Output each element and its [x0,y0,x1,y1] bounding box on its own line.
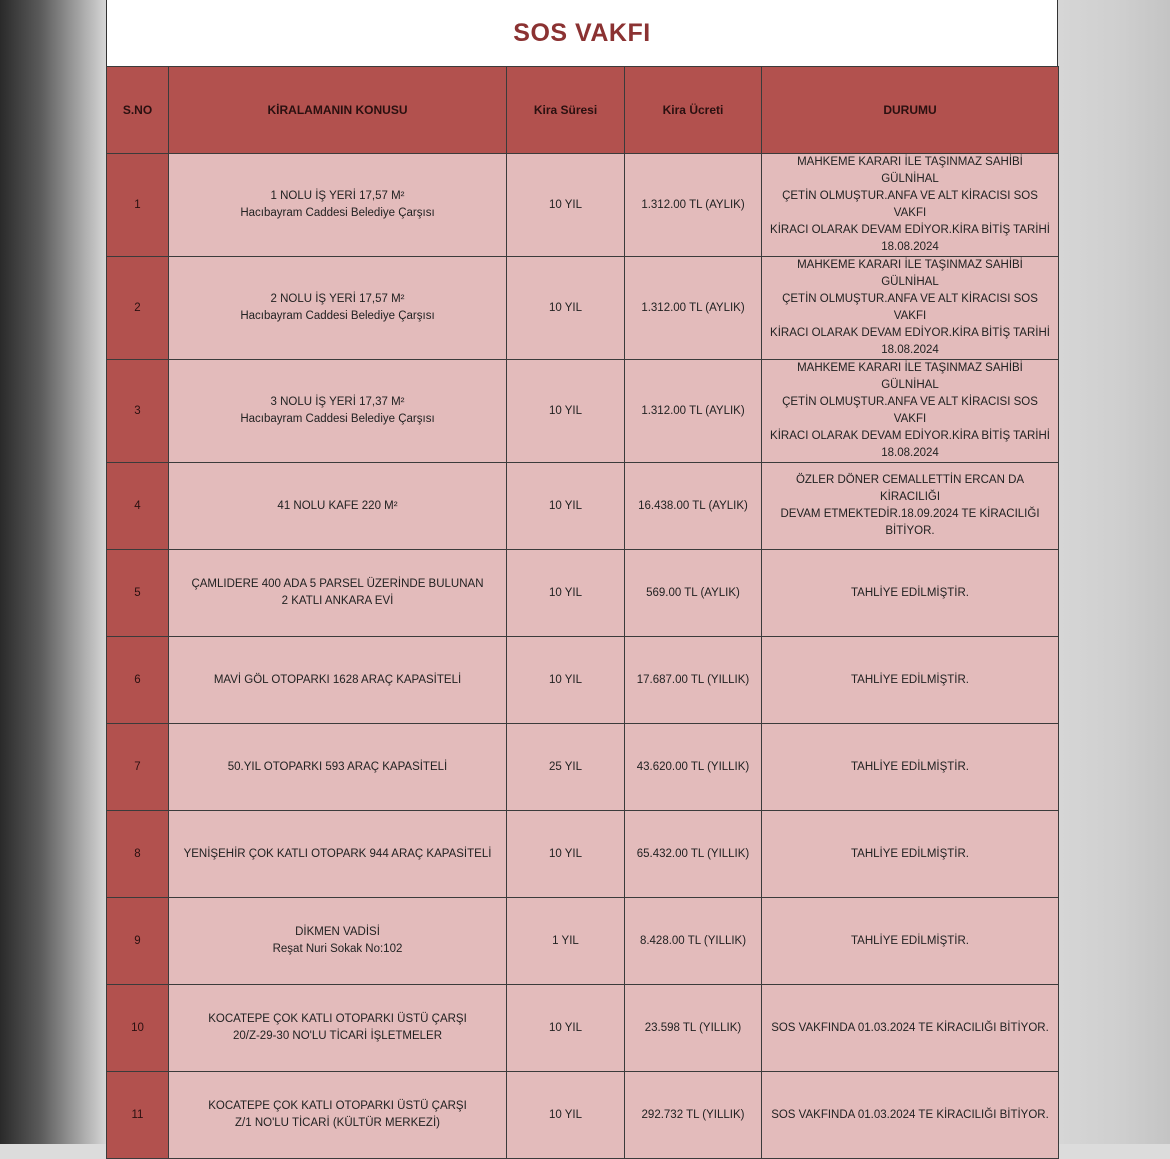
konu-line: Reşat Nuri Sokak No:102 [272,943,403,955]
lease-table [106,66,1059,1159]
cell-konu [169,463,507,550]
table-row [107,154,1059,257]
table-header-row [107,67,1059,154]
cell-konu [169,985,507,1072]
durum-line: MAHKEME KARARI İLE TAŞINMAZ SAHİBİ GÜLNİHAL [797,156,1023,185]
cell-durum [762,1072,1059,1159]
cell-durum [762,360,1059,463]
konu-line: 20/Z-29-30 NO'LU TİCARİ İŞLETMELER [232,1030,443,1042]
cell-sno: 7 [107,724,169,811]
cell-sno: 3 [107,360,169,463]
cell-sure: 1 YIL [507,898,625,985]
konu-line: Hacıbayram Caddesi Belediye Çarşısı [240,310,435,322]
durum-line: 18.08.2024 [881,241,939,253]
header-sno: S.NO [107,67,169,154]
cell-durum [762,154,1059,257]
cell-sure: 10 YIL [507,811,625,898]
cell-sure: 10 YIL [507,360,625,463]
cell-durum [762,985,1059,1072]
table-row [107,724,1059,811]
cell-durum [762,550,1059,637]
cell-sure: 10 YIL [507,985,625,1072]
konu-line: KOCATEPE ÇOK KATLI OTOPARKI ÜSTÜ ÇARŞI [208,1100,467,1112]
cell-konu [169,724,507,811]
header-sure: Kira Süresi [507,67,625,154]
durum-line: KİRACI OLARAK DEVAM EDİYOR.KİRA BİTİŞ TARİHİ [770,327,1050,339]
table-row [107,985,1059,1072]
cell-durum [762,811,1059,898]
cell-sno: 8 [107,811,169,898]
cell-ucret: 569.00 TL (AYLIK) [625,550,762,637]
cell-konu [169,360,507,463]
cell-durum [762,724,1059,811]
konu-line: 2 NOLU İŞ YERİ 17,57 M² [270,293,405,305]
durum-line: SOS VAKFINDA 01.03.2024 TE KİRACILIĞI BİTİYOR. [771,1021,1049,1034]
konu-line: 2 KATLI ANKARA EVİ [281,595,394,607]
document-title: SOS VAKFI [106,0,1058,66]
cell-ucret: 23.598 TL (YILLIK) [625,985,762,1072]
cell-durum [762,463,1059,550]
cell-sno: 4 [107,463,169,550]
header-durum: DURUMU [762,67,1059,154]
cell-sure: 10 YIL [507,637,625,724]
konu-line: 3 NOLU İŞ YERİ 17,37 M² [270,396,405,408]
header-ucret: Kira Ücreti [625,67,762,154]
table-row [107,811,1059,898]
table-row [107,898,1059,985]
cell-ucret: 17.687.00 TL (YILLIK) [625,637,762,724]
konu-line: ÇAMLIDERE 400 ADA 5 PARSEL ÜZERİNDE BULUNAN [191,578,484,590]
table-row [107,360,1059,463]
durum-line: ÖZLER DÖNER CEMALLETTİN ERCAN DA KİRACILIĞI [795,474,1025,503]
konu-line: KOCATEPE ÇOK KATLI OTOPARKI ÜSTÜ ÇARŞI [208,1013,467,1025]
cell-konu [169,257,507,360]
durum-line: ÇETİN OLMUŞTUR.ANFA VE ALT KİRACISI SOS VAKFI [782,396,1038,425]
konu-line: YENİŞEHİR ÇOK KATLI OTOPARK 944 ARAÇ KAPASİTELİ [183,847,492,860]
cell-ucret: 16.438.00 TL (AYLIK) [625,463,762,550]
cell-sure: 25 YIL [507,724,625,811]
cell-ucret: 292.732 TL (YILLIK) [625,1072,762,1159]
table-row [107,1072,1059,1159]
cell-ucret: 65.432.00 TL (YILLIK) [625,811,762,898]
cell-sno: 11 [107,1072,169,1159]
konu-line: Hacıbayram Caddesi Belediye Çarşısı [240,207,435,219]
konu-line: Z/1 NO'LU TİCARİ (KÜLTÜR MERKEZİ) [235,1117,440,1129]
cell-ucret: 8.428.00 TL (YILLIK) [625,898,762,985]
cell-sno: 1 [107,154,169,257]
konu-line: MAVİ GÖL OTOPARKI 1628 ARAÇ KAPASİTELİ [213,673,462,686]
durum-line: TAHLİYE EDİLMİŞTİR. [850,673,969,686]
cell-konu [169,811,507,898]
cell-konu [169,550,507,637]
konu-line: Hacıbayram Caddesi Belediye Çarşısı [240,413,435,425]
cell-sure: 10 YIL [507,550,625,637]
cell-sure: 10 YIL [507,463,625,550]
cell-sno: 9 [107,898,169,985]
durum-line: TAHLİYE EDİLMİŞTİR. [850,760,969,773]
cell-sure: 10 YIL [507,257,625,360]
cell-konu [169,898,507,985]
cell-ucret: 1.312.00 TL (AYLIK) [625,154,762,257]
konu-line: 50.YIL OTOPARKI 593 ARAÇ KAPASİTELİ [227,760,448,773]
durum-line: KİRACI OLARAK DEVAM EDİYOR.KİRA BİTİŞ TARİHİ [770,224,1050,236]
cell-sno: 10 [107,985,169,1072]
header-konu: KİRALAMANIN KONUSU [169,67,507,154]
cell-sno: 6 [107,637,169,724]
durum-line: TAHLİYE EDİLMİŞTİR. [850,847,969,860]
document-page [106,0,1058,1144]
cell-sno: 5 [107,550,169,637]
cell-sure: 10 YIL [507,1072,625,1159]
konu-line: 41 NOLU KAFE 220 M² [277,499,398,512]
durum-line: 18.08.2024 [881,447,939,459]
table-body [107,154,1059,1159]
viewer-left-margin [0,0,106,1144]
konu-line: 1 NOLU İŞ YERİ 17,57 M² [270,190,405,202]
cell-konu [169,637,507,724]
durum-line: TAHLİYE EDİLMİŞTİR. [850,586,969,599]
durum-line: DEVAM ETMEKTEDİR.18.09.2024 TE KİRACILIĞI [780,508,1040,520]
cell-konu [169,154,507,257]
konu-line: DİKMEN VADİSİ [295,926,380,938]
cell-ucret: 43.620.00 TL (YILLIK) [625,724,762,811]
table-row [107,637,1059,724]
durum-line: KİRACI OLARAK DEVAM EDİYOR.KİRA BİTİŞ TARİHİ [770,430,1050,442]
durum-line: SOS VAKFINDA 01.03.2024 TE KİRACILIĞI BİTİYOR. [771,1108,1049,1121]
table-row [107,550,1059,637]
cell-sno: 2 [107,257,169,360]
durum-line: TAHLİYE EDİLMİŞTİR. [850,934,969,947]
cell-ucret: 1.312.00 TL (AYLIK) [625,257,762,360]
cell-durum [762,898,1059,985]
viewer-right-margin [1058,0,1170,1144]
table-row [107,463,1059,550]
durum-line: MAHKEME KARARI İLE TAŞINMAZ SAHİBİ GÜLNİHAL [797,362,1023,391]
cell-ucret: 1.312.00 TL (AYLIK) [625,360,762,463]
durum-line: ÇETİN OLMUŞTUR.ANFA VE ALT KİRACISI SOS VAKFI [782,293,1038,322]
cell-sure: 10 YIL [507,154,625,257]
cell-durum [762,637,1059,724]
durum-line: BİTİYOR. [885,525,935,537]
cell-konu [169,1072,507,1159]
durum-line: ÇETİN OLMUŞTUR.ANFA VE ALT KİRACISI SOS VAKFI [782,190,1038,219]
table-row [107,257,1059,360]
cell-durum [762,257,1059,360]
durum-line: 18.08.2024 [881,344,939,356]
durum-line: MAHKEME KARARI İLE TAŞINMAZ SAHİBİ GÜLNİHAL [797,259,1023,288]
